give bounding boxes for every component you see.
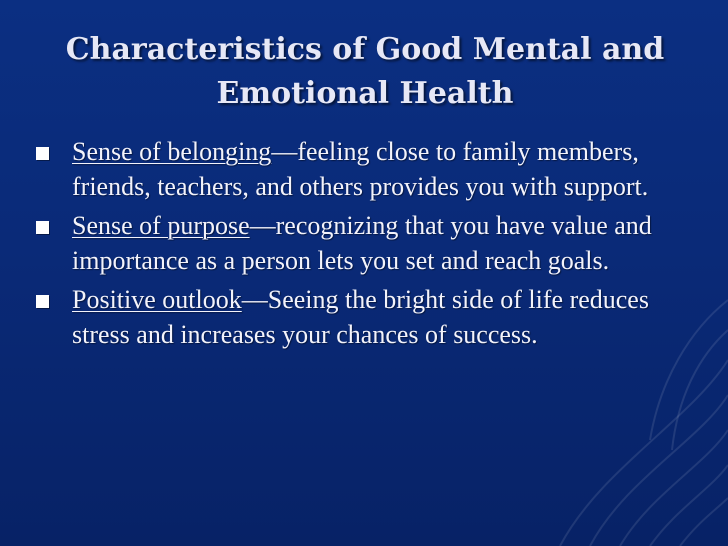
slide-title-line: Characteristics of Good Mental and <box>65 32 665 67</box>
bullet-item <box>36 134 686 204</box>
bullet-term: Sense of purpose <box>72 211 250 240</box>
bullet-item <box>36 208 686 278</box>
bullet-text: —feeling close to family members, friends, teachers, and others provides you with support. <box>72 137 649 201</box>
square-bullet-icon <box>36 147 49 160</box>
slide-title-line: Emotional Health <box>216 76 514 111</box>
slide-title <box>40 28 690 116</box>
bullet-term: Positive outlook <box>72 285 242 314</box>
bullet-item <box>36 282 686 352</box>
bullet-term: Sense of belonging <box>72 137 272 166</box>
bullet-text: —Seeing the bright side of life reduces stress and increases your chances of success. <box>72 285 649 349</box>
square-bullet-icon <box>36 295 49 308</box>
bullet-text: —recognizing that you have value and importance as a person lets you set and reach goals. <box>72 211 652 275</box>
bullet-list <box>36 134 686 356</box>
square-bullet-icon <box>36 221 49 234</box>
